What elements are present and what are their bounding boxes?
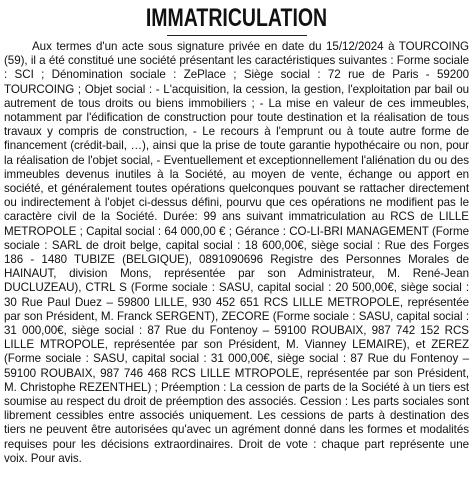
- notice-body: Aux termes d'un acte sous signature privée en date du 15/12/2024 à TOURCOING (59), il a été constitué une société présentant les caractéristiques suivantes : Forme sociale : SCI ; Dénomination sociale : ZePlace ; Siège social : 72 rue de Paris - 59200 TOURCOING ; Objet social : - L'acquisition, la cession, la gestion, l'exploitation par bail ou autrement de tous droits ou biens immobiliers ; - La mise en valeur de ces immeubles, notamment par l'édification de construction pour toute destination et la réalisation de tous travaux y compris de construction, - Le recours à l'emprunt ou à toute autre forme de financement (crédit-bail, …), ainsi que la prise de toute garantie hypothécaire ou non, pour la réalisation de l'objet social, - Eventuellement et exceptionnellement l'aliénation du ou des immeubles devenus inutiles à la Société, au moyen de vente, échange ou apport en société, et généralement toutes opérations quelconques pouvant se rattacher directement ou indirectement à l'objet ci-dessus défini, pourvu que ces opérations ne modifient pas le caractère civil de la Société. Durée: 99 ans suivant immatriculation au RCS de LILLE METROPOLE ; Capital social : 64 000,00 € ; Gérance : CO-LI-BRI MANAGEMENT (Forme sociale : SARL de droit belge, capital social : 18 600,00€, siège social : Rue des Forges 186 - 1480 TUBIZE (BELGIQUE), 0891090696 Registre des Personnes Morales de HAINAUT, division Mons, représentée par son Administrateur, M. René-Jean DUCLUZEAU), CTRL S (Forme sociale : SASU, capital social : 20 500,00€, siège social : 30 Rue Paul Duez – 59800 LILLE, 930 452 651 RCS LILLE METROPOLE, représentée par son Président, M. Franck SERGENT), ZECORE (Forme sociale : SASU, capital social : 31 000,00€, siège social : 87 Rue du Fontenoy – 59100 ROUBAIX, 987 742 152 RCS LILLE MTROPOLE, représentée par son Président, M. Vianney LEMAIRE), et ZEREZ (Forme sociale : SASU, capital social : 31 000,00€, siège social : 87 Rue du Fontenoy – 59100 ROUBAIX, 987 746 468 RCS LILLE MTROPOLE, représentée par son Président, M. Christophe REZENTHEL) ; Préemption : La cession de parts de la Société à un tiers est soumise au respect du droit de préemption des associés. Cession : Les parts sociales sont librement cessibles entre associés uniquement. Les cessions de parts à destination des tiers ne peuvent être autorisées qu'avec un agrément donné dans les formes et modalités requises pour les décisions extraordinaires. Droit de vote : chaque part représente une voix. Pour avis.: [4, 40, 469, 465]
- notice-title: IMMATRICULATION: [145, 4, 328, 32]
- title-underline: [167, 35, 307, 36]
